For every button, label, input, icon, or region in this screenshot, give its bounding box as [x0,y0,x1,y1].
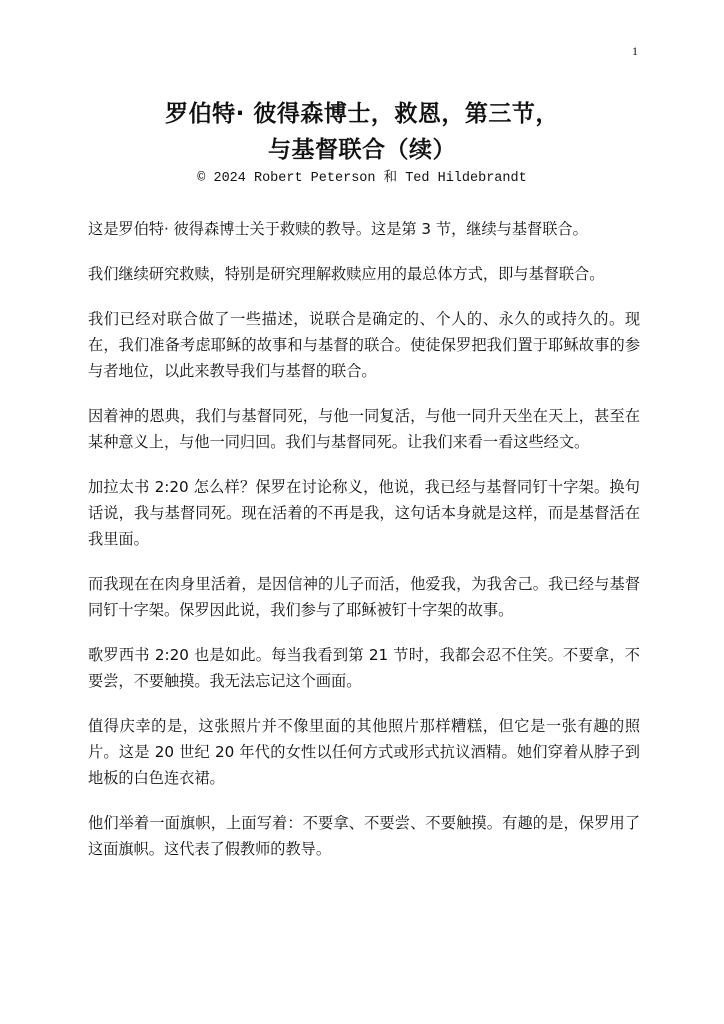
document-body [88,216,640,881]
page-title-line-2: 与基督联合（续） [268,137,456,163]
page-title-line-1: 罗伯特· 彼得森博士，救恩，第三节， [165,101,559,127]
paragraph-6: 而我现在在肉身里活着，是因信神的儿子而活，他爱我，为我舍己。我已经与基督同钉十字架。保罗因此说，我们参与了耶稣被钉十字架的故事。 [88,575,640,619]
paragraph-8: 值得庆幸的是，这张照片并不像里面的其他照片那样糟糕，但它是一张有趣的照片。这是 20 世纪 20 年代的女性以任何方式或形式抗议酒精。她们穿着从脖子到地板的白色连衣裙。 [88,717,640,787]
paragraph-7: 歌罗西书 2:20 也是如此。每当我看到第 21 节时，我都会忍不住笑。不要拿，不要尝，不要触摸。我无法忘记这个画面。 [88,646,640,690]
paragraph-5: 加拉太书 2:20 怎么样？保罗在讨论称义，他说，我已经与基督同钉十字架。换句话说，我与基督同死。现在活着的不再是我，这句话本身就是这样，而是基督活在我里面。 [88,478,640,548]
page-number: 1 [632,44,638,58]
paragraph-9: 他们举着一面旗帜，上面写着：不要拿、不要尝、不要触摸。有趣的是，保罗用了这面旗帜。这代表了假教师的教导。 [88,814,640,858]
paragraph-4: 因着神的恩典，我们与基督同死，与他一同复活，与他一同升天坐在天上，甚至在某种意义上，与他一同归回。我们与基督同死。让我们来看一看这些经文。 [88,407,640,451]
title-block [0,96,724,188]
copyright-notice: © 2024 Robert Peterson 和 Ted Hildebrandt [197,171,527,186]
paragraph-2: 我们继续研究救赎，特别是研究理解救赎应用的最总体方式，即与基督联合。 [88,265,605,283]
paragraph-3: 我们已经对联合做了一些描述，说联合是确定的、个人的、永久的或持久的。现在，我们准备考虑耶稣的故事和与基督的联合。使徒保罗把我们置于耶稣故事的参与者地位，以此来教导我们与基督的联合。 [88,310,640,380]
paragraph-1: 这是罗伯特· 彼得森博士关于救赎的教导。这是第 3 节，继续与基督联合。 [88,220,588,238]
